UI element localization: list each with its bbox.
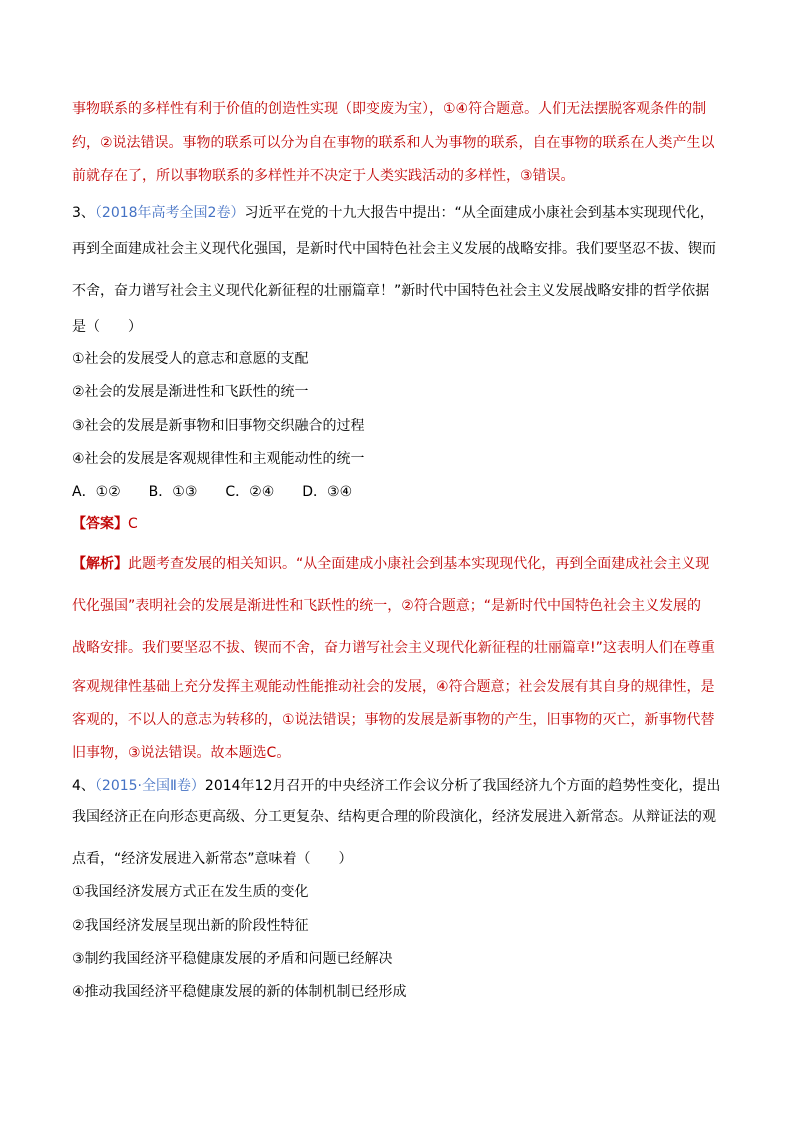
q4-option-4: ④推动我国经济平稳健康发展的新的体制机制已经形成: [72, 984, 407, 1000]
q4-option-3: ③制约我国经济平稳健康发展的矛盾和问题已经解决: [72, 951, 393, 967]
analysis-text-1: 此题考查发展的相关知识。“从全面建成小康社会到基本实现现代化，再到全面建成社会主义现: [128, 556, 710, 572]
q3-analysis-line-3: 战略安排。我们要坚忍不拔、锲而不舍，奋力谱写社会主义现代化新征程的壮丽篇章!”这表明人们在尊重: [72, 640, 715, 656]
q4-number: 4、: [72, 778, 95, 794]
q3-analysis-line-2: 代化强国”表明社会的发展是渐进性和飞跃性的统一，②符合题意；“是新时代中国特色社会主义发展的: [72, 598, 702, 614]
q3-option-1: ①社会的发展受人的意志和意愿的支配: [72, 351, 309, 367]
q3-stem-line-4: 是（ ）: [72, 319, 142, 335]
q3-option-3: ③社会的发展是新事物和旧事物交织融合的过程: [72, 418, 365, 434]
q4-stem-text-1: 2014年12月召开的中央经济工作会议分析了我国经济九个方面的趋势性变化，提出: [204, 778, 721, 794]
q3-analysis-line-5: 客观的，不以人的意志为转移的，①说法错误；事物的发展是新事物的产生，旧事物的灭亡，新事物代替: [72, 712, 715, 728]
q4-stem-line-1: [72, 776, 720, 796]
q4-source: （2015·全国Ⅱ卷）: [94, 778, 205, 794]
q3-stem-line-1: [72, 203, 714, 223]
q3-option-2: ②社会的发展是渐进性和飞跃性的统一: [72, 384, 309, 400]
q3-choices: A．①② B．①③ C．②④ D．③④: [72, 484, 353, 500]
q3-analysis-line-6: 旧事物，③说法错误。故本题选C。: [72, 745, 291, 761]
q3-stem-line-3: 不舍，奋力谱写社会主义现代化新征程的壮丽篇章！”新时代中国特色社会主义发展战略安排的哲学依据: [72, 283, 710, 299]
q3-stem-line-2: 再到全面建成社会主义现代化强国，是新时代中国特色社会主义发展的战略安排。我们要坚忍不拔、锲而: [72, 241, 716, 257]
q3-answer: [72, 514, 138, 534]
prev-explanation-line-2: 约，②说法错误。事物的联系可以分为自在事物的联系和人为事物的联系，自在事物的联系在人类产生以: [72, 135, 715, 151]
answer-label: 【答案】: [72, 516, 128, 532]
q4-option-2: ②我国经济发展呈现出新的阶段性特征: [72, 918, 309, 934]
q3-analysis-line-1: [72, 554, 709, 574]
q3-analysis-line-4: 客观规律性基础上充分发挥主观能动性能推动社会的发展，④符合题意；社会发展有其自身的规律性，是: [72, 679, 715, 695]
q3-source: （2018年高考全国2卷）: [94, 205, 245, 221]
q3-number: 3、: [72, 205, 95, 221]
q3-stem-text-1: 习近平在党的十九大报告中提出：“从全面建成小康社会到基本实现现代化，: [244, 205, 714, 221]
answer-value: C: [128, 516, 138, 532]
analysis-label: 【解析】: [72, 556, 128, 572]
q4-option-1: ①我国经济发展方式正在发生质的变化: [72, 884, 309, 900]
prev-explanation-line-3: 前就存在了，所以事物联系的多样性并不决定于人类实践活动的多样性，③错误。: [72, 168, 575, 184]
prev-explanation-line-1: 事物联系的多样性有利于价值的创造性实现（即变废为宝），①④符合题意。人们无法摆脱客观条件的制: [72, 101, 707, 117]
q4-stem-line-3: 点看，“经济发展进入新常态”意味着（ ）: [72, 851, 353, 867]
q4-stem-line-2: 我国经济正在向形态更高级、分工更复杂、结构更合理的阶段演化，经济发展进入新常态。从辩证法的观: [72, 809, 716, 825]
q3-option-4: ④社会的发展是客观规律性和主观能动性的统一: [72, 451, 365, 467]
